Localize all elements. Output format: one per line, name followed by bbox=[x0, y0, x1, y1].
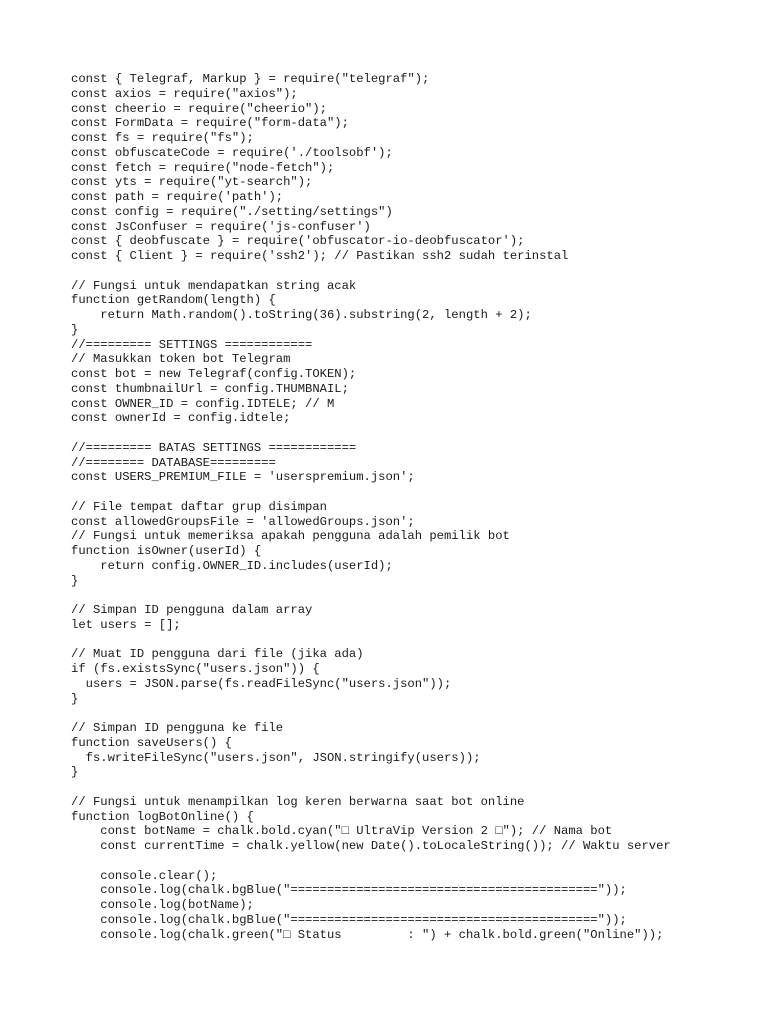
code-line: const USERS_PREMIUM_FILE = 'userspremium.json'; bbox=[71, 470, 415, 485]
code-line: function isOwner(userId) { bbox=[71, 544, 262, 558]
blank-line bbox=[71, 854, 671, 869]
code-line: console.log(chalk.green("□ Status : ") + chalk.bold.green("Online")); bbox=[71, 927, 664, 942]
blank-line bbox=[71, 706, 671, 721]
code-line: } bbox=[71, 573, 79, 588]
code-line: // Fungsi untuk mendapatkan string acak bbox=[71, 278, 357, 293]
code-line: const cheerio = require("cheerio"); bbox=[71, 101, 327, 116]
code-line: } bbox=[71, 691, 79, 706]
code-line: // Simpan ID pengguna dalam array bbox=[71, 603, 313, 617]
code-line: const obfuscateCode = require('./toolsobf'); bbox=[71, 145, 393, 160]
code-line: console.clear(); bbox=[71, 868, 218, 883]
code-line: console.log(botName); bbox=[71, 898, 254, 912]
code-line: const config = require("./setting/settings") bbox=[71, 204, 393, 219]
code-line: // Muat ID pengguna dari file (jika ada) bbox=[71, 647, 364, 662]
code-line: } bbox=[71, 765, 79, 780]
code-line: const { deobfuscate } = require('obfuscator-io-deobfuscator'); bbox=[71, 234, 525, 249]
code-line: const allowedGroupsFile = 'allowedGroups.json'; bbox=[71, 514, 415, 529]
blank-line bbox=[71, 426, 671, 441]
code-line: const currentTime = chalk.yellow(new Date().toLocaleString()); // Waktu server bbox=[71, 839, 671, 853]
code-line: const FormData = require("form-data"); bbox=[71, 116, 349, 131]
code-line: if (fs.existsSync("users.json")) { bbox=[71, 662, 320, 676]
code-line: return Math.random().toString(36).substring(2, length + 2); bbox=[71, 308, 532, 322]
code-line: const thumbnailUrl = config.THUMBNAIL; bbox=[71, 381, 349, 396]
code-line: const OWNER_ID = config.IDTELE; // M bbox=[71, 396, 335, 411]
blank-line bbox=[71, 485, 671, 500]
code-line: const { Telegraf, Markup } = require("telegraf"); bbox=[71, 72, 430, 86]
code-line: //========= BATAS SETTINGS ============ bbox=[71, 440, 357, 455]
code-line: fs.writeFileSync("users.json", JSON.stringify(users)); bbox=[71, 750, 481, 765]
code-line: function logBotOnline() { bbox=[71, 809, 254, 824]
code-line: const yts = require("yt-search"); bbox=[71, 175, 313, 190]
code-listing bbox=[71, 72, 671, 942]
blank-line bbox=[71, 780, 671, 795]
code-line: console.log(chalk.bgBlue("==========================================")); bbox=[71, 883, 627, 898]
code-line: const axios = require("axios"); bbox=[71, 86, 298, 101]
code-line: // Simpan ID pengguna ke file bbox=[71, 721, 284, 735]
blank-line bbox=[71, 633, 671, 648]
code-line: const fs = require("fs"); bbox=[71, 131, 254, 145]
code-line: return config.OWNER_ID.includes(userId); bbox=[71, 558, 393, 573]
code-line: console.log(chalk.bgBlue("==========================================")); bbox=[71, 912, 627, 927]
code-line: function getRandom(length) { bbox=[71, 293, 276, 308]
code-line: //======== DATABASE========= bbox=[71, 455, 276, 470]
blank-line bbox=[71, 588, 671, 603]
code-line: users = JSON.parse(fs.readFileSync("users.json")); bbox=[71, 676, 452, 691]
code-line: const JsConfuser = require('js-confuser') bbox=[71, 219, 371, 234]
code-line: const { Client } = require('ssh2'); // Pastikan ssh2 sudah terinstal bbox=[71, 249, 569, 263]
blank-line bbox=[71, 264, 671, 279]
code-line: let users = []; bbox=[71, 617, 181, 632]
code-line: const botName = chalk.bold.cyan("□ UltraVip Version 2 □"); // Nama bot bbox=[71, 824, 613, 839]
code-line: // Fungsi untuk memeriksa apakah pengguna adalah pemilik bot bbox=[71, 529, 510, 544]
code-line: // File tempat daftar grup disimpan bbox=[71, 499, 327, 514]
code-line: // Fungsi untuk menampilkan log keren berwarna saat bot online bbox=[71, 794, 525, 809]
code-line: function saveUsers() { bbox=[71, 735, 232, 750]
code-line: const bot = new Telegraf(config.TOKEN); bbox=[71, 367, 357, 381]
code-line: // Masukkan token bot Telegram bbox=[71, 352, 291, 367]
code-line: //========= SETTINGS ============ bbox=[71, 337, 313, 352]
code-line: } bbox=[71, 322, 79, 337]
code-line: const ownerId = config.idtele; bbox=[71, 411, 291, 426]
code-line: const fetch = require("node-fetch"); bbox=[71, 160, 335, 175]
code-line: const path = require('path'); bbox=[71, 190, 284, 204]
